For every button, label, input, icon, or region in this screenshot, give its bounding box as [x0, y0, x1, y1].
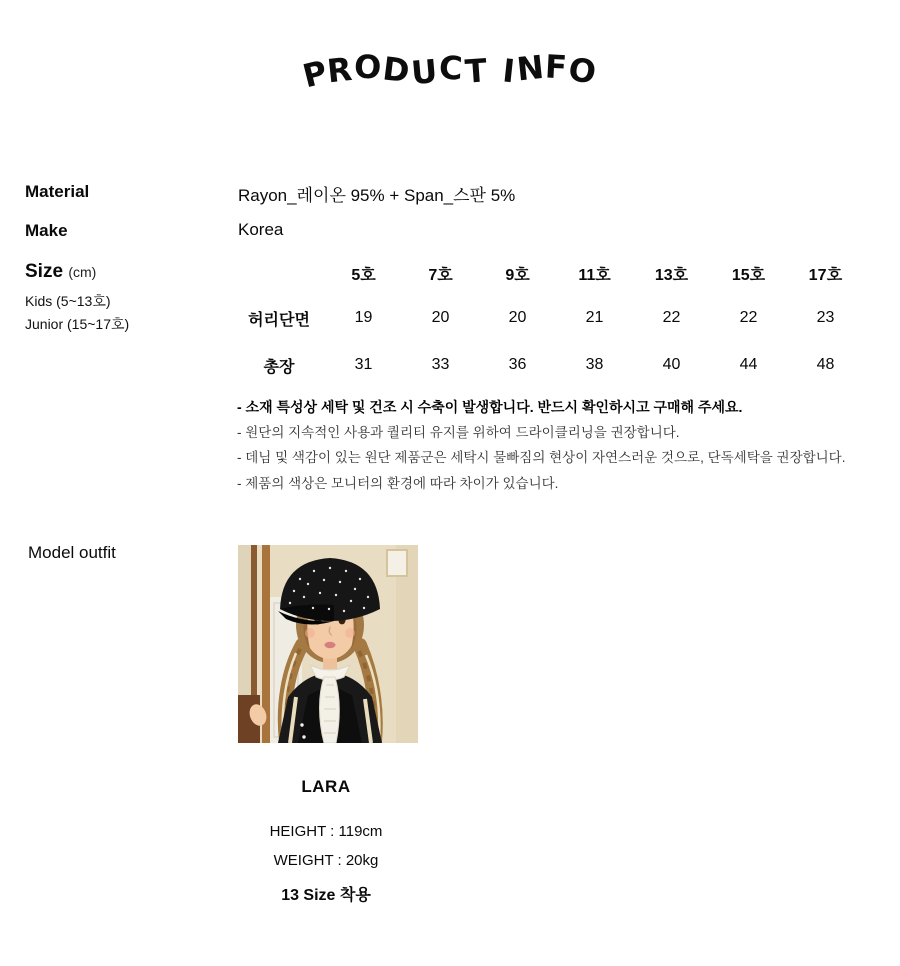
row-label-waist: 허리단면	[248, 311, 310, 329]
waist-value: 23	[816, 309, 835, 326]
size-table-row-waist	[233, 303, 867, 333]
care-note: - 데님 및 색감이 있는 원단 제품군은 세탁시 물빠짐의 현상이 자연스러운 것으로, 단독세탁을 권장합니다.	[237, 450, 846, 465]
size-col-header-13: 13호	[654, 266, 689, 284]
model-outfit-label: Model outfit	[28, 543, 116, 562]
size-col-header-5: 5호	[351, 266, 376, 284]
model-name: LARA	[301, 777, 351, 796]
row-label-length: 총장	[263, 358, 295, 376]
size-table	[233, 258, 867, 380]
make-label: Make	[25, 221, 68, 240]
care-note: - 제품의 색상은 모니터의 환경에 따라 차이가 있습니다.	[237, 475, 559, 491]
size-col-header-17: 17호	[808, 266, 843, 284]
size-col-header-11: 11호	[578, 266, 611, 284]
waist-value: 21	[585, 309, 604, 326]
size-label-text: Size	[25, 261, 64, 282]
material-value: Rayon_레이온 95% + Span_스판 5%	[238, 186, 516, 205]
size-range-kids: Kids (5~13호)	[25, 293, 111, 309]
size-table-header-row	[233, 258, 867, 288]
length-value: 44	[739, 356, 758, 373]
size-unit-label: (cm)	[68, 264, 97, 280]
length-value: 48	[816, 356, 835, 373]
size-label	[25, 261, 96, 283]
waist-value: 22	[662, 309, 681, 326]
waist-value: 20	[508, 309, 527, 326]
make-value: Korea	[238, 220, 284, 239]
waist-value: 22	[739, 309, 758, 326]
waist-value: 20	[431, 309, 450, 326]
size-table-row-length	[233, 350, 867, 380]
length-value: 40	[662, 356, 681, 373]
model-photo	[238, 545, 418, 743]
page-title: PRODUCT INFO	[298, 47, 601, 96]
size-col-header-7: 7호	[428, 266, 453, 284]
length-value: 31	[354, 356, 373, 373]
model-weight: WEIGHT : 20kg	[273, 852, 379, 869]
size-range-junior: Junior (15~17호)	[25, 316, 130, 332]
model-height: HEIGHT : 119cm	[269, 823, 383, 840]
size-col-header-15: 15호	[731, 266, 766, 284]
material-label: Material	[25, 182, 90, 201]
size-col-header-9: 9호	[505, 266, 530, 284]
length-value: 38	[585, 356, 604, 373]
care-note: - 원단의 지속적인 사용과 퀄리티 유지를 위하여 드라이클리닝을 권장합니다.	[237, 424, 680, 440]
waist-value: 19	[354, 309, 373, 326]
model-photo-illustration	[238, 545, 418, 743]
length-value: 36	[508, 356, 527, 373]
model-size-worn: 13 Size 착용	[281, 887, 371, 904]
length-value: 33	[431, 356, 450, 373]
care-note: - 소재 특성상 세탁 및 건조 시 수축이 발생합니다. 반드시 확인하시고 구매해 주세요.	[237, 399, 743, 415]
care-notes	[237, 400, 857, 502]
